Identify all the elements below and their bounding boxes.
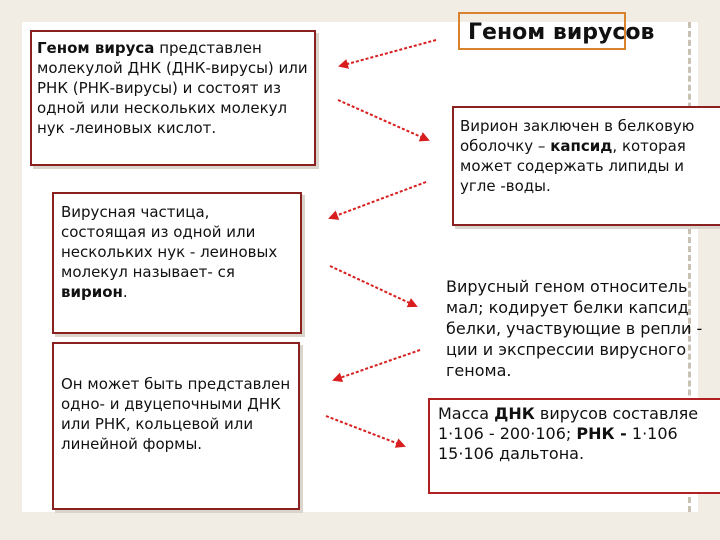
genome-definition-text: Геном вируса представлен молекулой ДНК (ДНК-вирусы) или РНК (РНК-вирусы) и состоят из одной или нескольких молекул нук -леиновых кислот. xyxy=(37,39,308,137)
arrow-to-mass-box xyxy=(326,416,404,446)
genome-size-text: Вирусный геном относитель мал; кодирует белки капсид белки, участвующие в репли - ции и экспрессии вирусного генома. xyxy=(446,277,703,380)
slide-title: Геном вирусов xyxy=(458,12,626,50)
arrow-to-genome-size xyxy=(330,266,416,306)
arrow-to-genome-box xyxy=(340,40,436,66)
arrow-to-capsid-box xyxy=(338,100,428,140)
arrow-to-virion-box xyxy=(330,182,426,218)
arrow-to-forms-box xyxy=(334,350,420,380)
capsid-text: Вирион заключен в белковую оболочку – капсид, которая может содержать липиды и угле -воды. xyxy=(460,117,695,195)
genome-forms-text: Он может быть представлен одно- и двуцепочными ДНК или РНК, кольцевой или линейной формы. xyxy=(61,375,291,453)
virion-definition-text: Вирусная частица, состоящая из одной или нескольких нук - леиновых молекул называет- ся вирион. xyxy=(61,203,278,301)
dna-mass-text: Масса ДНК вирусов составляе 1·106 - 200·106; РНК - 1·106 15·106 дальтона. xyxy=(438,404,699,463)
